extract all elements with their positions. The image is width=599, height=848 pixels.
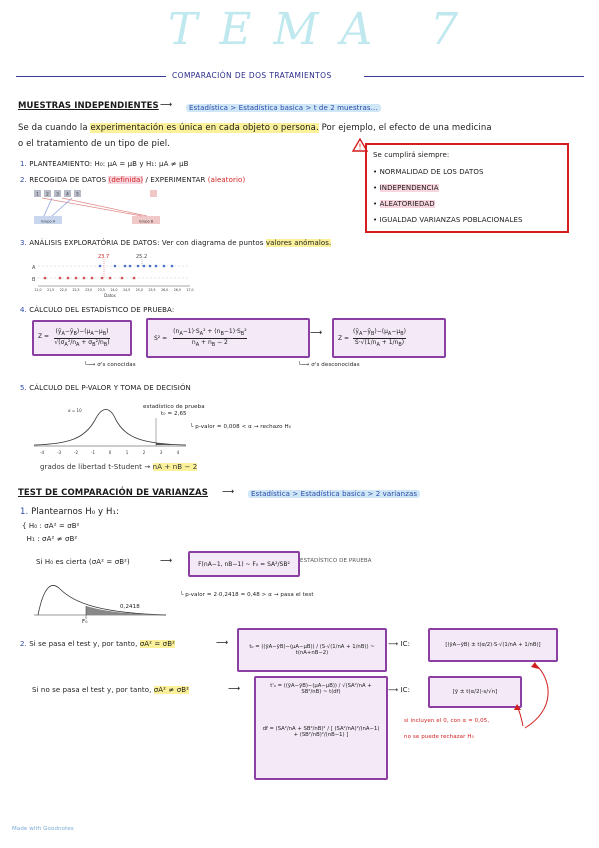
diagram-unit-label: 4 (66, 191, 69, 197)
dotplot-tick-label: 26,5 (173, 288, 181, 292)
note-known-sigma: └⟶ σ's conocidas (84, 362, 136, 368)
arrow-icon: ⟶ (216, 638, 229, 648)
f-distribution-curve (30, 575, 170, 623)
diagram-group-label: Grupo A (40, 219, 56, 224)
var-step3: Si no se pasa el test y, por tanto, σA² ≠ σB² (32, 686, 190, 694)
dotplot-tick-label: 26,0 (161, 288, 169, 292)
curve-tick-label: -4 (40, 450, 44, 455)
dotplot-group-b: B (32, 277, 36, 283)
warning-item: • INDEPENDENCIA (373, 184, 439, 192)
curve-tick-label: 2 (142, 450, 146, 455)
arrow-icon: ⟶ (222, 487, 235, 497)
svg-text:!: ! (358, 142, 362, 152)
section-heading-variances: TEST DE COMPARACIÓN DE VARIANZAS (18, 488, 208, 498)
step4-estadistico: 4. CÁLCULO DEL ESTADÍSTICO DE PRUEBA: (20, 306, 175, 314)
t0-welch-formula: t'₀ = ((ȳA−ȳB)−(μA−μB)) / √(SA²/nA + SB²/nB) ~ t(df) (270, 683, 372, 695)
arrow-icon: ⟶ (228, 684, 241, 694)
red-note-line2: no se puede rechazar H₀ (404, 734, 474, 740)
dotplot-tick-label: 27,0 (186, 288, 194, 292)
dotplot-tick-label: 21,0 (34, 288, 42, 292)
title-rule-left (16, 76, 166, 77)
dotplot-mark-b: 25.2 (136, 254, 148, 260)
arrow-icon: ⟶ (160, 100, 173, 110)
diagram-unit-label: 2 (46, 191, 49, 197)
curve-tick-label: -3 (57, 450, 61, 455)
hypotheses: { H₀ : σA² = σB² H₁ : σA² ≠ σB² (22, 522, 80, 544)
arrow-icon: ⟶ (160, 556, 173, 566)
df-welch-formula: df = (SA²/nA + SB²/nB)² / [ (SA²/nA)²/(nA−1) + (SB²/nB)²/(nB−1) ] (262, 726, 380, 738)
warning-title: Se cumplirá siempre: (373, 151, 450, 159)
intro-line-2: o el tratamiento de un tipo de piel. (18, 139, 171, 149)
var-step2: 2. Si se pasa el test y, por tanto, σA² = σB² (20, 640, 176, 648)
dotplot-xlabel: Datos (104, 293, 116, 298)
t0-welch-box (254, 676, 388, 780)
dotplot-tick-label: 23,0 (85, 288, 93, 292)
f-curve-x: F₀ (82, 619, 88, 625)
step3-exploratoria: 3. ANÁLISIS EXPLORATÓRIA DE DATOS: Ver con diagrama de puntos valores anómalos. (20, 239, 332, 247)
f-pvalue: └ p-valor = 2·0,2418 = 0,48 > α → pasa el test (180, 592, 314, 598)
pvalue-decision: └ p-valor = 0,008 < α → rechazo H₀ (190, 424, 292, 430)
dotplot-group-a: A (32, 265, 36, 271)
formula-unknown-sigma: Z = $\frac{(ȳ_A-ȳ_B)-(\mu_A-\mu_B)}{S\cdot√(1/n_A + 1/n_B)}$ (332, 318, 446, 358)
step2-recogida: 2. RECOGIDA DE DATOS (definida) / EXPERIMENTAR (aleatorio) (20, 176, 246, 184)
note-unknown-sigma: └⟶ σ's desconocidas (298, 362, 360, 368)
dotplot-mark-a: 23.7 (98, 254, 110, 260)
warning-item: • IGUALDAD VARIANZAS POBLACIONALES (373, 216, 523, 224)
intro-line-1: Se da cuando la experimentación es única en cada objeto o persona. Por ejemplo, el efecto de una medicina (18, 123, 492, 133)
diagram-unit-label: 5 (76, 191, 79, 197)
ic-welch-box: [ȳ ± t(α/2)·s/√n] (428, 676, 522, 708)
page-title: TEMA 7 (168, 4, 481, 55)
dotplot-tick-label: 24,5 (123, 288, 131, 292)
curve-tick-label: 1 (125, 450, 129, 455)
ic-pooled-box: [(ȳA−ȳB) ± t(α/2)·S·√(1/nA + 1/nB)] (428, 628, 558, 662)
arrow-icon: ⟶ (310, 328, 323, 338)
df-t-student: grados de libertad t-Student → nA + nB − 2 (40, 463, 198, 471)
dot-plot (30, 252, 195, 298)
curve-stat-label: estadístico de prueba t₀ = 2,65 (143, 404, 205, 417)
dotplot-tick-label: 23,5 (97, 288, 105, 292)
randomization-diagram (32, 188, 162, 228)
dotplot-tick-label: 25,0 (135, 288, 143, 292)
footer-brand: Made with Goodnotes (12, 826, 74, 832)
curve-tick-label: 3 (159, 450, 163, 455)
ic-arrow-1: ⟶ IC: (388, 640, 411, 648)
curve-tick-label: 4 (176, 450, 180, 455)
title-rule-right (364, 76, 584, 77)
warning-item: • ALEATORIEDAD (373, 200, 435, 208)
dotplot-tick-label: 25,5 (148, 288, 156, 292)
section-heading-independent: MUESTRAS INDEPENDIENTES (18, 101, 159, 111)
page-subtitle: COMPARACIÓN DE DOS TRATAMIENTOS (172, 71, 332, 80)
curve-alpha-label: α = 10 (68, 408, 82, 413)
dotplot-tick-label: 22,5 (72, 288, 80, 292)
step1-planteamiento: 1. PLANTEAMIENTO: H₀: μA = μB y H₁: μA ≠ μB (20, 160, 189, 168)
curve-tick-label: -2 (74, 450, 78, 455)
diagram-unit-label: 1 (36, 191, 39, 197)
menu-path-independent: Estadística > Estadística basica > t de 2 muestras... (186, 104, 381, 112)
formula-pooled-variance: S² = $\frac{(n_A-1)\cdot S_A^2 + (n_B-1)\cdot S_B^2}{n_A + n_B - 2}$ (146, 318, 310, 358)
red-note-line1: si incluyen el 0, con α = 0,05, (404, 718, 490, 724)
curve-tick-label: -1 (91, 450, 95, 455)
curved-arrow-icon (505, 660, 555, 734)
menu-path-variances: Estadística > Estadística basica > 2 varianzas (248, 490, 420, 498)
f-statistic-label: ESTADÍSTICO DE PRUEBA (300, 558, 372, 564)
curve-tick-label: 0 (108, 450, 112, 455)
f-curve-value: 0,2418 (120, 604, 140, 610)
var-step1: 1. Plantearnos H₀ y H₁: (20, 507, 119, 517)
warning-box (365, 143, 569, 233)
if-h0-true: Si H₀ es cierta (σA² = σB²) (36, 558, 130, 566)
ic-arrow-2: ⟶ IC: (388, 686, 411, 694)
diagram-group-label: Grupo B (138, 219, 154, 224)
dotplot-tick-label: 24,0 (110, 288, 118, 292)
dotplot-tick-label: 21,5 (47, 288, 55, 292)
dotplot-tick-label: 22,0 (59, 288, 67, 292)
warning-item: • NORMALIDAD DE LOS DATOS (373, 168, 484, 176)
formula-known-sigma: $(ȳ_A-ȳ_B)-(\mu_A-\mu_B)$ $√(\sigma_A^2/n_A + \sigma_B^2/n_B)$ Z = (32, 320, 132, 356)
diagram-unit-label: 3 (56, 191, 59, 197)
step5-pvalor: 5. CÁLCULO DEL P-VALOR Y TOMA DE DECISIÓN (20, 384, 191, 392)
t0-pooled-box: t₀ = ((ȳA−ȳB)−(μA−μB)) / (S·√(1/nA + 1/nB)) ~ t(nA+nB−2) (237, 628, 387, 672)
f-statistic-box: F(nA−1, nB−1) ~ F₀ = SA²/SB² (188, 551, 300, 577)
